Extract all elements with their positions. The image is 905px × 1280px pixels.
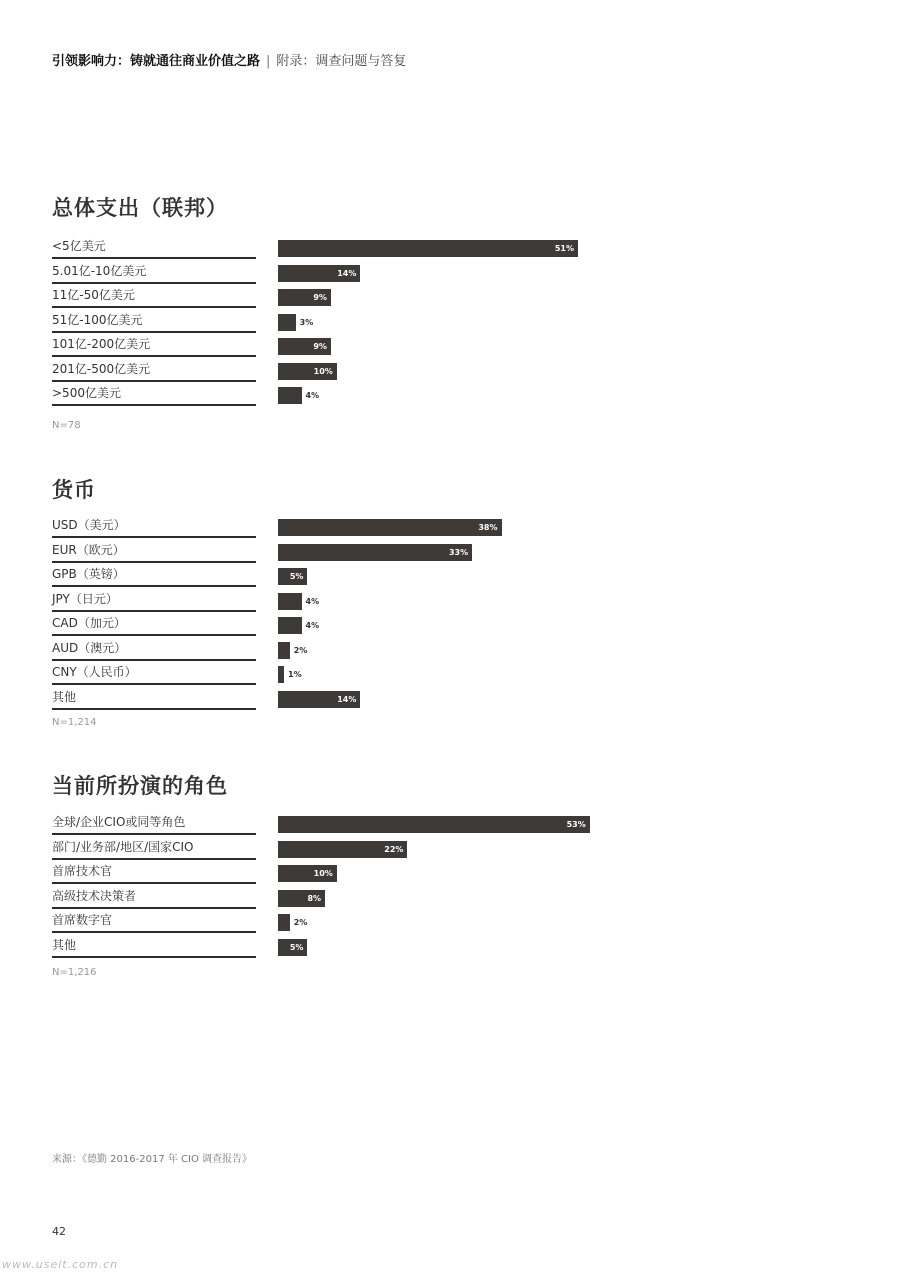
category-label: 5.01亿-10亿美元	[52, 262, 256, 284]
bar-row	[52, 639, 852, 664]
report-title: 引领影响力：铸就通往商业价值之路	[52, 54, 261, 69]
value-label: 10%	[313, 366, 333, 376]
value-label: 2%	[293, 918, 308, 927]
category-label: 101亿-200亿美元	[52, 335, 256, 357]
category-label: 部门/业务部/地区/国家CIO	[52, 838, 256, 860]
header-separator: |	[266, 54, 271, 69]
watermark: www.useit.com.cn	[2, 1258, 119, 1271]
value-label: 9%	[313, 293, 327, 302]
bar-chart-current-role	[52, 813, 852, 960]
category-label: JPY（日元）	[52, 590, 256, 612]
bar	[278, 914, 290, 931]
bar-row	[52, 590, 852, 615]
section-title: 总体支出（联邦）	[52, 196, 228, 220]
value-label: 5%	[289, 572, 304, 581]
bar-row	[52, 936, 852, 961]
category-label: EUR（欧元）	[52, 541, 256, 563]
category-label: >500亿美元	[52, 384, 256, 406]
bar	[278, 519, 502, 536]
bar-chart-currency	[52, 516, 852, 712]
header-subtitle: 附录：调查问题与答复	[276, 54, 407, 69]
category-label: CAD（加元）	[52, 614, 256, 636]
bar	[278, 642, 290, 659]
bar-row	[52, 262, 852, 287]
category-label: 51亿-100亿美元	[52, 311, 256, 333]
bar-row	[52, 360, 852, 385]
value-label: 4%	[305, 621, 320, 630]
category-label: 其他	[52, 936, 256, 958]
value-label: 53%	[566, 820, 586, 829]
sample-size: N=78	[52, 420, 81, 431]
bar-row	[52, 311, 852, 336]
bar-row	[52, 565, 852, 590]
value-label: 1%	[288, 670, 302, 679]
category-label: 其他	[52, 688, 256, 710]
value-label: 2%	[293, 645, 308, 655]
bar-row	[52, 614, 852, 639]
category-label: 首席技术官	[52, 862, 256, 884]
bar-row	[52, 862, 852, 887]
bar-row	[52, 335, 852, 360]
section-currency	[52, 475, 852, 728]
bar	[278, 240, 578, 257]
category-label: 高级技术决策者	[52, 887, 256, 909]
sample-size: N=1,216	[52, 967, 97, 978]
category-label: 首席数字官	[52, 911, 256, 933]
bar	[278, 314, 296, 331]
category-label: 全球/企业CIO或同等角色	[52, 813, 256, 835]
value-label: 10%	[313, 869, 333, 878]
bar	[278, 593, 302, 610]
section-title: 货币	[52, 478, 96, 502]
category-label: <5亿美元	[52, 237, 256, 259]
bar	[278, 617, 302, 634]
category-label: USD（美元）	[52, 516, 256, 538]
value-label: 9%	[313, 342, 327, 351]
category-label: AUD（澳元）	[52, 639, 256, 661]
bar	[278, 387, 302, 404]
value-label: 33%	[448, 547, 469, 557]
value-label: 38%	[478, 523, 498, 532]
bar	[278, 816, 590, 833]
bar-row	[52, 237, 852, 262]
section-current-role	[52, 771, 852, 978]
bar-chart-total-spend	[52, 237, 852, 409]
category-label: 201亿-500亿美元	[52, 360, 256, 382]
bar-row	[52, 688, 852, 713]
bar-row	[52, 838, 852, 863]
bar	[278, 666, 284, 683]
bar-row	[52, 911, 852, 936]
value-label: 8%	[307, 893, 322, 903]
bar-row	[52, 541, 852, 566]
section-title: 当前所扮演的角色	[52, 774, 228, 798]
page-number: 42	[52, 1225, 66, 1238]
category-label: GPB（英镑）	[52, 565, 256, 587]
value-label: 4%	[305, 391, 320, 400]
value-label: 51%	[554, 244, 574, 253]
category-label: 11亿-50亿美元	[52, 286, 256, 308]
bar-row	[52, 286, 852, 311]
bar-row	[52, 887, 852, 912]
value-label: 4%	[305, 596, 320, 606]
value-label: 14%	[337, 268, 357, 278]
value-label: 3%	[299, 317, 314, 327]
bar-row	[52, 384, 852, 409]
source-note: 来源：《德勤 2016-2017 年 CIO 调查报告》	[52, 1154, 253, 1165]
section-total-spend	[52, 193, 852, 431]
bar-row	[52, 663, 852, 688]
running-header	[52, 50, 406, 69]
bar-row	[52, 813, 852, 838]
bar	[278, 544, 472, 561]
value-label: 22%	[384, 844, 404, 854]
bar-row	[52, 516, 852, 541]
category-label: CNY（人民币）	[52, 663, 256, 685]
sample-size: N=1,214	[52, 717, 97, 728]
value-label: 14%	[337, 694, 357, 704]
value-label: 5%	[289, 942, 304, 952]
